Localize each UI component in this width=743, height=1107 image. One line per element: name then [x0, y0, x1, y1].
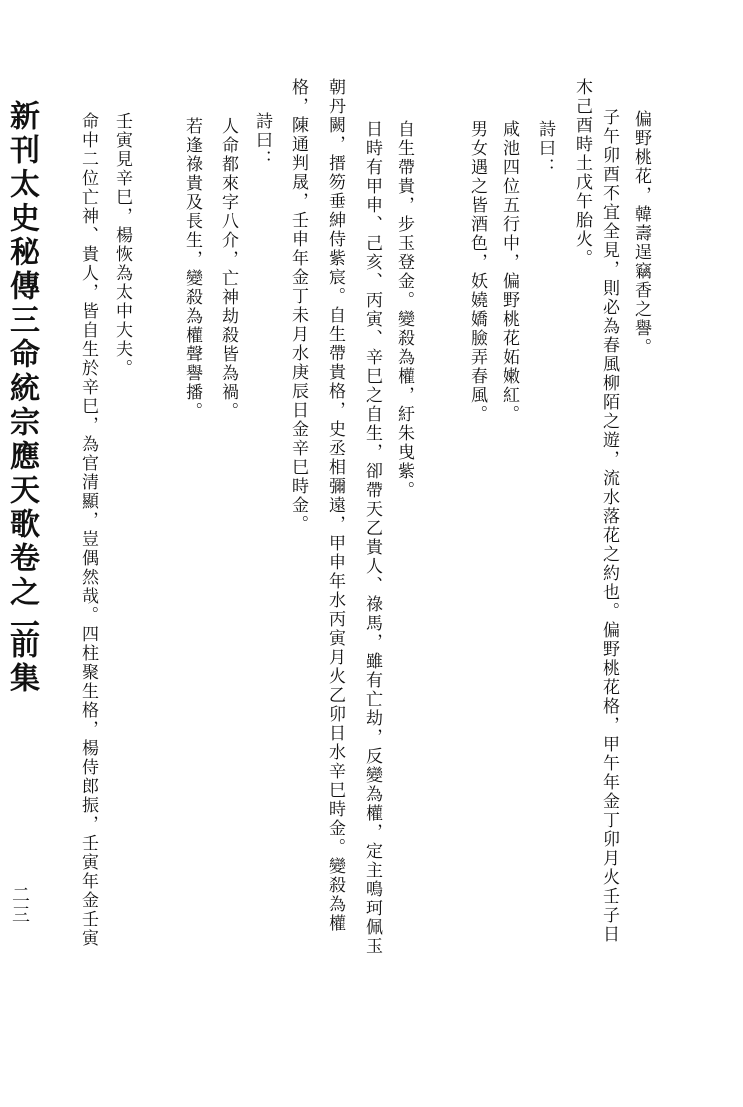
poem-heading-1: 詩曰：: [535, 120, 555, 177]
text-column-3: 木己酉時土戊午胎火。: [572, 78, 592, 268]
poem-line-3: 人命都來字八介，亡神劫殺皆為禍。: [218, 117, 238, 421]
text-column-9: 朝丹闕，搢笏垂紳侍紫宸。自生帶貴格，史丞相彌遠，甲申年水丙寅月火乙卯日水辛巳時金。變殺為權: [325, 78, 345, 933]
section-label: 前集: [4, 628, 39, 696]
text-column-15: 命中二位亡神、貴人，皆自生於辛巳，為官清顯，豈偶然哉。四柱聚生格，楊侍郎振，壬寅年金壬寅: [78, 112, 98, 948]
page-number: 二三: [9, 885, 30, 925]
poem-line-2: 男女遇之皆酒色，妖嬈嬌臉弄春風。: [467, 120, 487, 424]
text-column-8: 日時有甲申、己亥、丙寅、辛巳之自生，卻帶天乙貴人、祿馬，雖有亡劫，反變為權，定主鳴珂佩玉: [362, 120, 382, 956]
poem-heading-2: 詩曰：: [252, 112, 272, 169]
poem-line-4: 若逢祿貴及長生，變殺為權聲譽播。: [182, 117, 202, 421]
text-column-2: 子午卯酉不宜全見，則必為春風柳陌之遊，流水落花之約也。偏野桃花格，甲午年金丁卯月火壬子日: [599, 108, 619, 944]
text-column-10: 格，陳通判晟，壬申年金丁未月水庚辰日金辛巳時金。: [288, 78, 308, 534]
text-column-1: 偏野桃花，韓壽逞竊香之譽。: [631, 110, 651, 357]
book-title: 新刊太史秘傳三命統宗應天歌卷之一: [4, 100, 39, 644]
text-column-7: 自生帶貴，步玉登金。變殺為權，紆朱曳紫。: [394, 120, 414, 500]
poem-line-1: 咸池四位五行中，偏野桃花妬嫩紅。: [499, 120, 519, 424]
text-column-14: 壬寅見辛巳，楊恢為太中大夫。: [112, 112, 132, 378]
